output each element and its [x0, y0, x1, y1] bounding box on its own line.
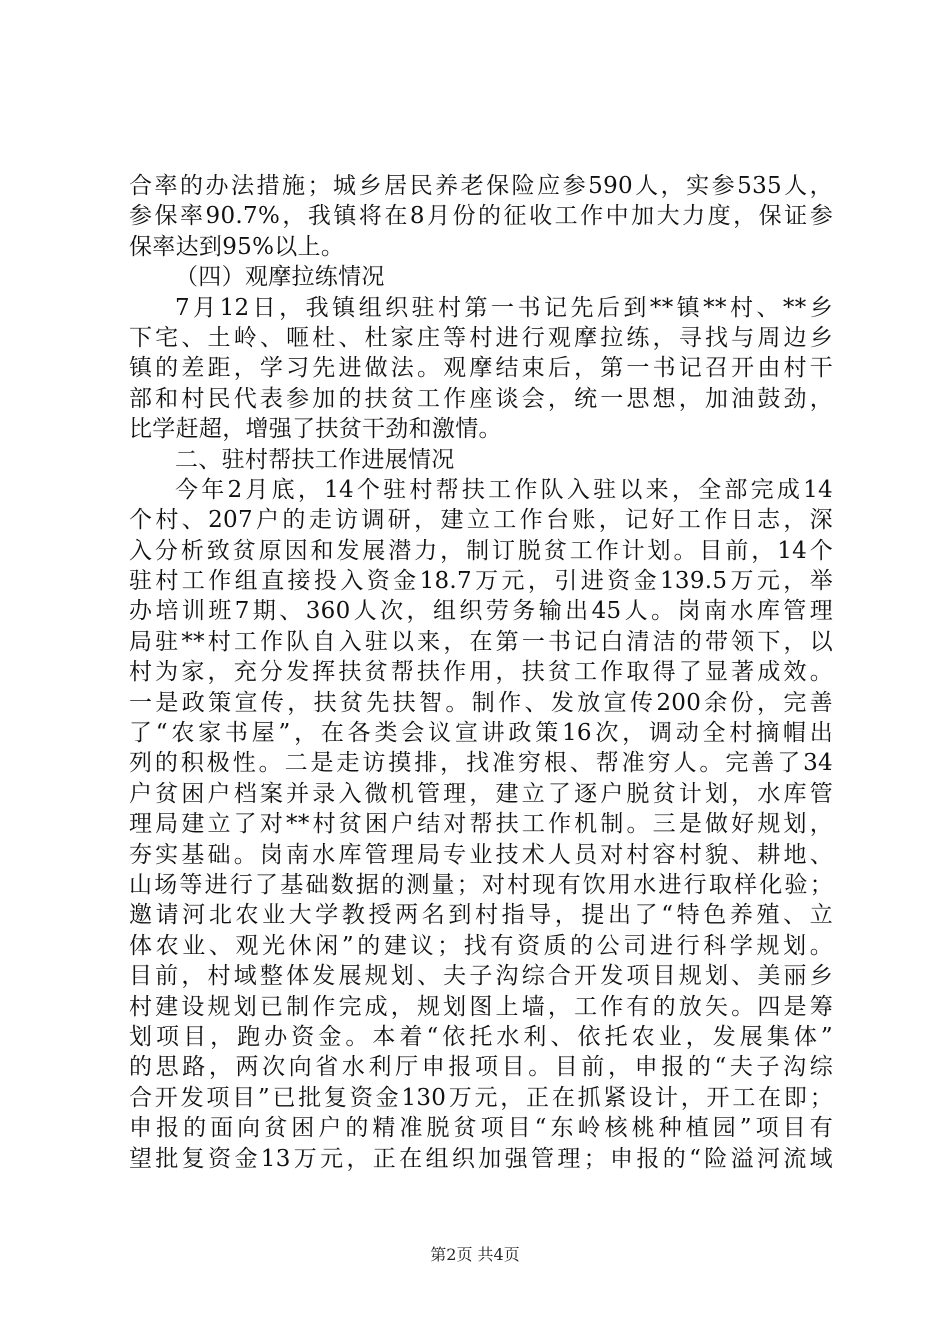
text-line: 部和村民代表参加的扶贫工作座谈会，统一思想，加油鼓劲，	[129, 385, 833, 412]
text-line: 目前，村域整体发展规划、夫子沟综合开发项目规划、美丽乡	[129, 963, 833, 990]
text-line: 一是政策宣传，扶贫先扶智。制作、发放宣传200余份，完善	[129, 689, 833, 716]
text-line: 申报的面向贫困户的精准脱贫项目“东岭核桃种植园”项目有	[129, 1115, 833, 1142]
section-heading: 二、驻村帮扶工作进展情况	[175, 446, 455, 473]
text-line: 划项目，跑办资金。本着“依托水利、依托农业，发展集体”	[129, 1023, 833, 1050]
text-line: 合开发项目”已批复资金130万元，正在抓紧设计，开工在即；	[129, 1084, 833, 1111]
page-number-footer: 第2页 共4页	[430, 1245, 520, 1264]
text-line: 山场等进行了基础数据的测量；对村现有饮用水进行取样化验；	[129, 871, 833, 898]
text-line: 的思路，两次向省水利厅申报项目。目前，申报的“夫子沟综	[129, 1054, 833, 1081]
text-line: 望批复资金13万元，正在组织加强管理；申报的“险溢河流域	[129, 1145, 833, 1172]
text-line: 合率的办法措施；城乡居民养老保险应参590人，实参535人，	[129, 173, 833, 199]
text-line: 驻村工作组直接投入资金18.7万元，引进资金139.5万元，举	[129, 568, 833, 595]
text-line: 入分析致贫原因和发展潜力，制订脱贫工作计划。目前，14个	[129, 537, 833, 564]
document-body	[129, 171, 833, 1174]
text-line: 列的积极性。二是走访摸排，找准穷根、帮准穷人。完善了34	[129, 750, 833, 777]
text-line: 办培训班7期、360人次，组织劳务输出45人。岗南水库管理	[129, 598, 833, 625]
text-line: 比学赶超，增强了扶贫干劲和激情。	[129, 416, 502, 443]
text-line: 户贫困户档案并录入微机管理，建立了逐户脱贫计划，水库管	[129, 780, 833, 807]
text-line: 今年2月底，14个驻村帮扶工作队入驻以来，全部完成14	[175, 476, 833, 503]
text-line: 镇的差距，学习先进做法。观摩结束后，第一书记召开由村干	[129, 355, 833, 382]
text-line: 邀请河北农业大学教授两名到村指导，提出了“特色养殖、立	[129, 902, 833, 929]
text-line: 保率达到95%以上。	[129, 233, 345, 260]
text-line: 了“农家书屋”，在各类会议宣讲政策16次，调动全村摘帽出	[129, 720, 833, 747]
text-line: 村为家，充分发挥扶贫帮扶作用，扶贫工作取得了显著成效。	[129, 659, 833, 686]
text-line: 7月12日，我镇组织驻村第一书记先后到**镇**村、**乡	[175, 294, 833, 321]
text-line: 理局建立了对**村贫困户结对帮扶工作机制。三是做好规划，	[129, 811, 833, 838]
text-line: 局驻**村工作队自入驻以来，在第一书记白清洁的带领下，以	[129, 628, 833, 655]
text-line: 下宅、土岭、咂杜、杜家庄等村进行观摩拉练，寻找与周边乡	[129, 324, 833, 351]
text-line: 村建设规划已制作完成，规划图上墙，工作有的放矢。四是筹	[129, 993, 833, 1020]
text-line: 参保率90.7%，我镇将在8月份的征收工作中加大力度，保证参	[129, 203, 833, 230]
text-line: 个村、207户的走访调研，建立工作台账，记好工作日志，深	[129, 507, 833, 534]
text-line: 夯实基础。岗南水库管理局专业技术人员对村容村貌、耕地、	[129, 841, 833, 868]
text-line: 体农业、观光休闲”的建议；找有资质的公司进行科学规划。	[129, 932, 833, 959]
section-heading: （四）观摩拉练情况	[175, 264, 385, 291]
